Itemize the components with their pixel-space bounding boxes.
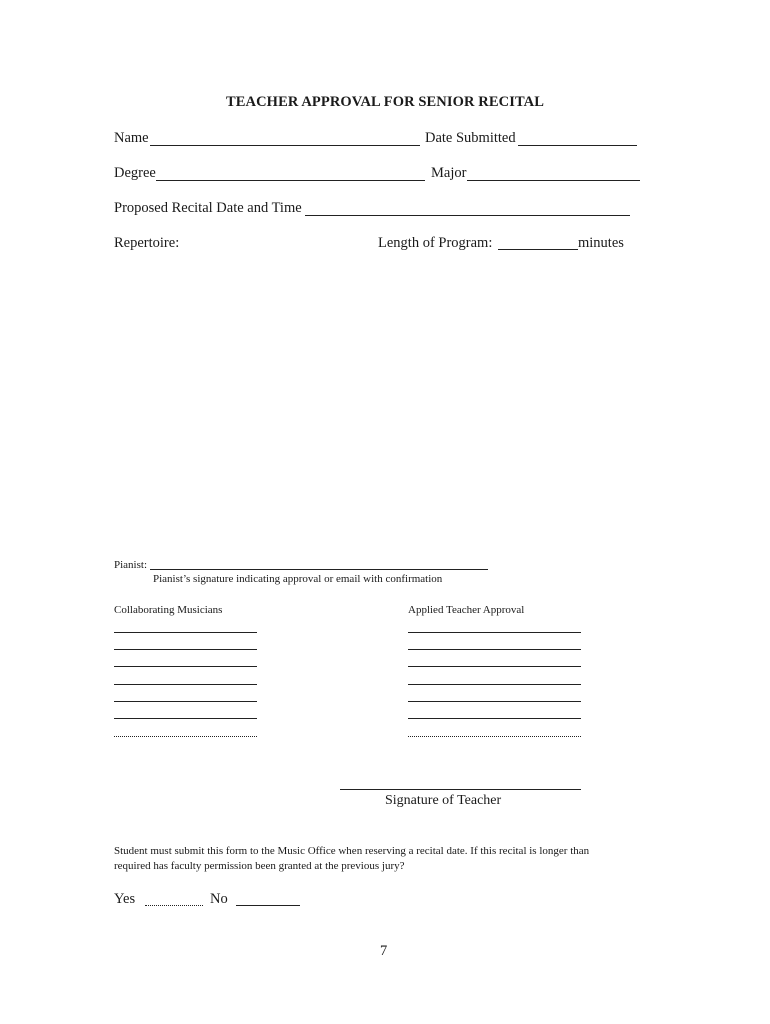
- teacher-approval-line-1[interactable]: [408, 632, 581, 633]
- name-field[interactable]: [150, 145, 420, 146]
- collaborating-musician-line-7[interactable]: [114, 736, 257, 737]
- collaborating-musician-line-3[interactable]: [114, 666, 257, 667]
- yes-field[interactable]: [145, 905, 203, 906]
- notice-line-2: required has faculty permission been granted at the previous jury?: [114, 860, 405, 872]
- collaborating-musicians-header: Collaborating Musicians: [114, 604, 223, 616]
- collaborating-musician-line-1[interactable]: [114, 632, 257, 633]
- teacher-approval-line-7[interactable]: [408, 736, 581, 737]
- date-submitted-field[interactable]: [518, 145, 637, 146]
- collaborating-musician-line-4[interactable]: [114, 684, 257, 685]
- degree-label: Degree: [114, 165, 156, 181]
- teacher-approval-line-6[interactable]: [408, 718, 581, 719]
- teacher-approval-line-2[interactable]: [408, 649, 581, 650]
- teacher-signature-field[interactable]: [340, 789, 581, 790]
- notice-line-1: Student must submit this form to the Music Office when reserving a recital date. If this recital is longer than: [114, 845, 590, 857]
- teacher-approval-line-3[interactable]: [408, 666, 581, 667]
- no-field[interactable]: [236, 905, 300, 906]
- minutes-label: minutes: [578, 235, 624, 251]
- repertoire-label: Repertoire:: [114, 235, 180, 251]
- page-number: 7: [380, 943, 388, 959]
- collaborating-musician-line-5[interactable]: [114, 701, 257, 702]
- teacher-approval-line-4[interactable]: [408, 684, 581, 685]
- form-title: TEACHER APPROVAL FOR SENIOR RECITAL: [226, 94, 544, 110]
- yes-label: Yes: [114, 891, 136, 907]
- applied-teacher-approval-header: Applied Teacher Approval: [408, 604, 525, 616]
- proposed-date-label: Proposed Recital Date and Time: [114, 200, 302, 216]
- pianist-signature-field[interactable]: [150, 569, 488, 570]
- degree-field[interactable]: [156, 180, 425, 181]
- teacher-approval-line-5[interactable]: [408, 701, 581, 702]
- length-field[interactable]: [498, 249, 578, 250]
- no-label: No: [210, 891, 228, 907]
- major-label: Major: [431, 165, 467, 181]
- name-label: Name: [114, 130, 149, 146]
- pianist-caption: Pianist’s signature indicating approval or email with confirmation: [153, 573, 443, 585]
- proposed-date-field[interactable]: [305, 215, 630, 216]
- date-submitted-label: Date Submitted: [425, 130, 516, 146]
- major-field[interactable]: [467, 180, 640, 181]
- collaborating-musician-line-2[interactable]: [114, 649, 257, 650]
- length-label: Length of Program:: [378, 235, 493, 251]
- collaborating-musician-line-6[interactable]: [114, 718, 257, 719]
- pianist-label: Pianist:: [114, 559, 148, 571]
- teacher-signature-label: Signature of Teacher: [385, 793, 502, 808]
